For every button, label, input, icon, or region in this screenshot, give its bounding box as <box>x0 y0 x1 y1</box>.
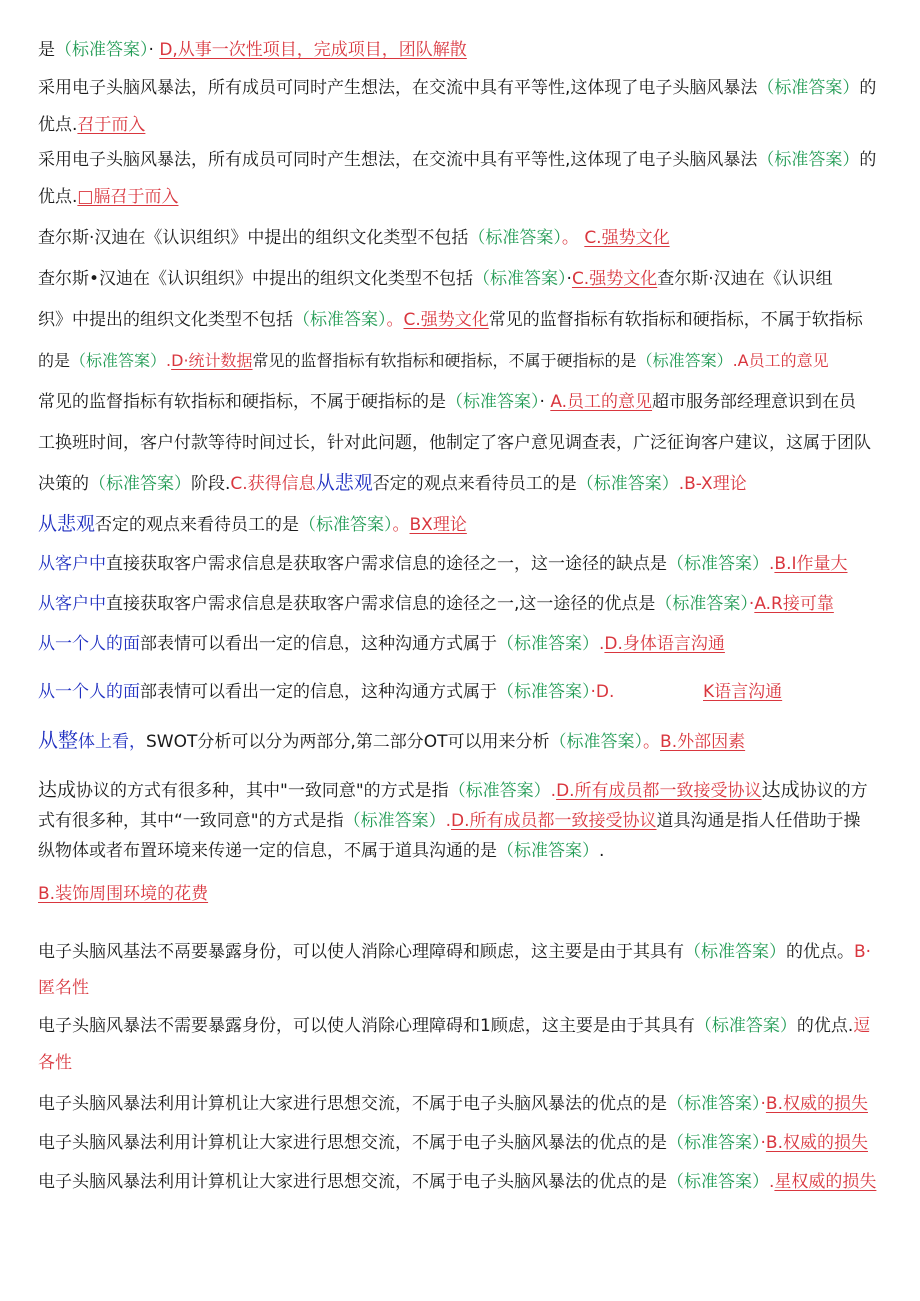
punctuation: . <box>445 811 452 831</box>
answer-text: A.R接可靠 <box>754 594 834 614</box>
answer-text: B-X理论 <box>684 474 747 494</box>
standard-answer-tag: （标准答案） <box>448 781 551 801</box>
punctuation: . <box>550 781 557 801</box>
qa-line <box>38 634 882 654</box>
answer-text: 逗 <box>853 1016 871 1036</box>
standard-answer-tag: （标准答案） <box>55 40 149 60</box>
question-text: 纵物体或者布置环境来传递一定的信息，不属于道具沟通的是 <box>38 841 497 861</box>
qa-line <box>38 78 882 98</box>
qa-line <box>38 841 882 861</box>
qa-line <box>38 811 882 831</box>
question-text: 从整 <box>38 728 78 752</box>
question-text: 直接获取客户需求信息是获取客户需求信息的途径之一，这一途径的缺点是 <box>106 554 667 574</box>
question-text: 客户中 <box>55 594 106 614</box>
punctuation: · <box>748 594 755 614</box>
qa-line <box>38 392 882 412</box>
qa-line <box>38 730 882 752</box>
qa-line <box>38 228 882 248</box>
question-text: 采用电子头脑风暴法，所有成员可同时产生想法，在交流中具有平等性,这体现了电子头脑风暴法 <box>38 150 758 170</box>
punctuation: . <box>769 1172 775 1192</box>
answer-text: B.权威的损失 <box>765 1094 868 1114</box>
answer-text: D·统计数据 <box>171 351 253 370</box>
question-text: 直接获取客户需求信息是获取客户需求信息的途径之一,这一途径的优点是 <box>106 594 656 614</box>
question-text: 常见的监督指标有软指标和硬指标，不属于软指标 <box>488 310 863 330</box>
answer-text: □膈召于而入 <box>77 187 179 207</box>
answer-text: 星权威的损失 <box>774 1172 877 1192</box>
standard-answer-tag: （标准答案） <box>694 1016 797 1036</box>
standard-answer-tag: （标准答案） <box>299 515 393 535</box>
answer-text: A员工的意见 <box>737 351 829 370</box>
question-text: 部表情可以看出一定的信息，这种沟通方式属于 <box>140 634 497 654</box>
qa-line <box>38 682 882 702</box>
qa-line <box>38 40 882 60</box>
qa-line <box>38 884 882 904</box>
qa-line <box>38 594 882 614</box>
question-text: 电子头脑风基法不鬲要暴露身份，可以使人消除心理障碍和顾虑，这主要是由于其具有 <box>38 942 684 962</box>
qa-line <box>38 433 882 453</box>
answer-text: K语言沟通 <box>703 682 783 702</box>
qa-line <box>38 780 882 801</box>
qa-line <box>38 310 882 330</box>
answer-text: B.权威的损失 <box>765 1133 868 1153</box>
answer-text: BX理论 <box>409 515 467 535</box>
answer-text: B.I作量大 <box>774 554 848 574</box>
question-text: 决策的 <box>38 474 89 494</box>
answer-text: C.强势文化 <box>584 228 670 248</box>
answer-text: 各性 <box>38 1053 72 1073</box>
standard-answer-tag: （标准答案） <box>293 310 387 330</box>
answer-text: B.外部因素 <box>660 732 746 752</box>
answer-text: D,从事一次性项目，完成项目，团队解散 <box>159 40 467 60</box>
qa-line <box>38 115 882 135</box>
punctuation: 。 <box>386 310 404 330</box>
punctuation: · <box>760 1133 766 1153</box>
answer-text: 召于而入 <box>77 115 146 135</box>
answer-text: C.获得信息 <box>230 474 316 494</box>
answer-text: 匿名性 <box>38 978 89 998</box>
question-text: 体上看， <box>78 732 146 752</box>
question-text: 查尔斯·汉迪在《认识组织》中提出的组织文化类型不包括 <box>38 228 469 248</box>
answer-text: D.身体语言沟通 <box>604 634 725 654</box>
punctuation: . <box>769 554 775 574</box>
punctuation: . <box>599 634 605 654</box>
question-text: 优点. <box>38 115 78 135</box>
qa-line <box>38 942 882 962</box>
standard-answer-tag: （标准答案） <box>655 594 749 614</box>
question-text: SWOT分析可以分为两部分,第二部分OT可以用来分析 <box>146 732 550 752</box>
question-text: 式有很多种，其中“一致同意"的方式是指 <box>38 811 344 831</box>
standard-answer-tag: （标准答案） <box>468 228 562 248</box>
question-text: 从 <box>38 554 55 574</box>
question-text: 客户中 <box>55 554 106 574</box>
qa-line <box>38 187 882 207</box>
question-text: 电子头脑风暴法不需要暴露身份，可以使人消除心理障碍和1顾虑，这主要是由于其具有 <box>38 1016 695 1036</box>
answer-text: D.所有成员都一致接受协议 <box>556 781 762 801</box>
standard-answer-tag: （标准答案） <box>667 1094 761 1114</box>
question-text: 从一个人的面 <box>38 634 140 654</box>
question-text: 的优点。 <box>786 942 854 962</box>
answer-text: B· <box>854 942 872 962</box>
question-text: 达成 <box>761 779 800 801</box>
punctuation: · <box>539 392 545 412</box>
punctuation: · <box>760 1094 766 1114</box>
punctuation: ·D. <box>590 682 615 702</box>
question-text: 工换班时间，客户付款等待时间过长，针对此问题，他制定了客户意见调查表，广泛征询客户建议，这属于团队 <box>38 433 871 453</box>
qa-line <box>38 150 882 170</box>
qa-line <box>38 351 882 371</box>
question-text: 查尔斯·汉迪在《认识组 <box>657 269 833 289</box>
question-text: 否定的观点来看待员工的是 <box>95 515 300 535</box>
standard-answer-tag: （标准答案） <box>497 634 599 654</box>
qa-line <box>38 1016 882 1036</box>
question-text: 电子头脑风暴法利用计算机让大家进行思想交流，不属于电子头脑风暴法的优点的是 <box>38 1172 667 1192</box>
question-text: 从悲观 <box>315 472 373 494</box>
standard-answer-tag: （标准答案） <box>757 78 860 98</box>
question-text: 优点. <box>38 187 78 207</box>
question-text: 采用电子头脑风暴法，所有成员可同时产生想法，在交流中具有平等性,这体现了电子头脑风暴法 <box>38 78 758 98</box>
standard-answer-tag: （标准答案） <box>667 1172 769 1192</box>
standard-answer-tag: （标准答案） <box>684 942 786 962</box>
answer-text: C.强势文化 <box>403 310 489 330</box>
question-text: 织》中提出的组织文化类型不包括 <box>38 310 293 330</box>
punctuation: . <box>166 351 172 370</box>
standard-answer-tag: （标准答案） <box>446 392 540 412</box>
question-text: 从 <box>38 594 55 614</box>
question-text: 协议的方 <box>799 781 868 801</box>
punctuation: · <box>566 269 572 289</box>
punctuation: . <box>678 474 685 494</box>
question-text: 从悲观 <box>38 513 96 535</box>
qa-line <box>38 473 882 494</box>
standard-answer-tag: （标准答案） <box>667 554 769 574</box>
question-text: 的 <box>859 150 877 170</box>
question-text: 达成 <box>38 779 77 801</box>
qa-line <box>38 1053 882 1073</box>
punctuation: · <box>148 40 154 60</box>
answer-text: C.强势文化 <box>571 269 658 289</box>
standard-answer-tag: （标准答案） <box>473 269 567 289</box>
punctuation: . <box>732 351 738 370</box>
answer-text: B.装饰周围环境的花费 <box>38 884 209 904</box>
question-text: 的 <box>859 78 877 98</box>
punctuation: 。 <box>392 515 410 535</box>
punctuation: . <box>599 841 605 861</box>
standard-answer-tag: （标准答案） <box>497 682 591 702</box>
standard-answer-tag: （标准答案） <box>549 732 644 752</box>
answer-text: D.所有成员都一致接受协议 <box>451 811 657 831</box>
question-text: 常见的监督指标有软指标和硬指标，不属于硬指标的是 <box>252 351 637 370</box>
standard-answer-tag: （标准答案） <box>757 150 860 170</box>
question-text: 查尔斯•汉迪在《认识组织》中提出的组织文化类型不包括 <box>38 269 474 289</box>
qa-line <box>38 978 882 998</box>
question-text: 是 <box>38 40 55 60</box>
standard-answer-tag: （标准答案） <box>667 1133 761 1153</box>
standard-answer-tag: （标准答案） <box>576 474 679 494</box>
qa-line <box>38 554 882 574</box>
question-text: 电子头脑风暴法利用计算机让大家进行思想交流，不属于电子头脑风暴法的优点的是 <box>38 1094 667 1114</box>
question-text: 道具沟通是指人任借助于操 <box>656 811 861 831</box>
question-text: 部表情可以看出一定的信息，这种沟通方式属于 <box>140 682 497 702</box>
question-text: 从一个人的面 <box>38 682 140 702</box>
question-text: 协议的方式有很多种，其中"一致同意"的方式是指 <box>76 781 449 801</box>
standard-answer-tag: （标准答案） <box>636 351 733 370</box>
question-text: 的是 <box>38 351 71 370</box>
question-text: 阶段. <box>191 474 231 494</box>
standard-answer-tag: （标准答案） <box>89 474 191 494</box>
question-text: 否定的观点来看待员工的是 <box>372 474 577 494</box>
question-text: 电子头脑风暴法利用计算机让大家进行思想交流，不属于电子头脑风暴法的优点的是 <box>38 1133 667 1153</box>
question-text: 超市服务部经理意识到在员 <box>652 392 857 412</box>
punctuation: 。 <box>561 228 579 248</box>
qa-line <box>38 269 882 289</box>
qa-line <box>38 1133 882 1153</box>
standard-answer-tag: （标准答案） <box>343 811 446 831</box>
question-text: 的优点. <box>796 1016 854 1036</box>
standard-answer-tag: （标准答案） <box>497 841 599 861</box>
qa-line <box>38 514 882 535</box>
standard-answer-tag: （标准答案） <box>70 351 167 370</box>
answer-text: A.员工的意见 <box>550 392 653 412</box>
qa-line <box>38 1094 882 1114</box>
punctuation: 。 <box>643 732 661 752</box>
question-text: 常见的监督指标有软指标和硬指标，不属于硬指标的是 <box>38 392 446 412</box>
qa-line <box>38 1172 882 1192</box>
